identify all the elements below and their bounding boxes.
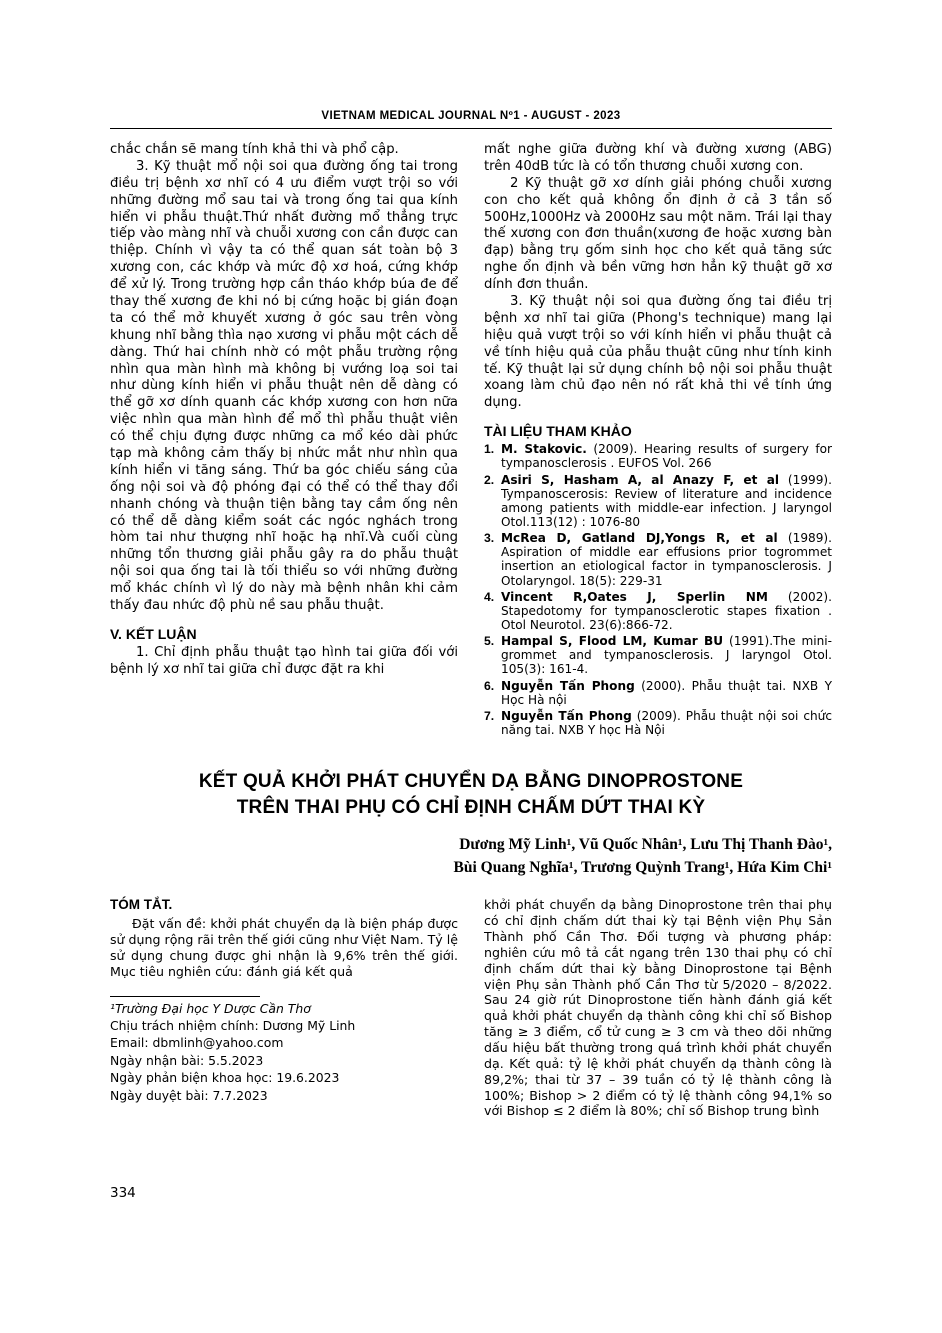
abstract-columns [110,897,832,1119]
reference-item [484,442,832,470]
reference-author: Nguyễn Tấn Phong [501,708,632,723]
reference-number: 2. [484,472,495,487]
reference-item [484,679,832,707]
footnote-accepted-date: Ngày duyệt bài: 7.7.2023 [110,1087,268,1103]
reference-number: 6. [484,678,495,693]
reference-text [501,709,832,737]
footnote-email: Email: dbmlinh@yahoo.com [110,1035,284,1051]
reference-number: 7. [484,708,495,723]
running-head: VIETNAM MEDICAL JOURNAL Nº1 - AUGUST - 2023 [110,110,832,129]
reference-text [501,634,832,676]
paragraph: 3. Kỹ thuật mổ nội soi qua đường ống tai trong điều trị bệnh xơ nhĩ có 4 ưu điểm vượt trội so với những đường mổ sau tai và trong ống tai qua kính hiển vi phẫu thuật.Thứ nhất đường mổ thẳng trực tiếp vào màng nhĩ và chuỗi xương con cần được can thiệp. Chính vì vậy ta có thể quan sát toàn bộ 3 xương con, các khớp và mức độ xơ hoá, cứng khớp để xử lý. Trong trường hợp cần tháo khớp búa đe để thay thế xương đe khi nó bị cứng hoặc bị gián đoạn ta có thể mở khuyết xương ở góc sau trên vòng khung nhĩ bằng thìa nạo xương vi phẫu một cách dễ dàng. Thứ hai chính nhờ có một phẫu trường rộng nhìn qua màn hình mà không bị vướng loạ soi tai như dùng kính hiển vi phẫu thuật nên dễ dàng có thể gỡ xơ dính quanh các khớp xương con hơn nữa việc nhìn qua màn hình để mổ thì phẫu thuật viên có thể chịu đựng được những ca mổ kéo dài phức tạp mà không cảm thấy bị nhức mắt như nhìn qua kính hiển vi tăng sáng. Thứ ba góc chiếu sáng của ống nội soi và độ phóng đại có thể có thể thay đổi nhanh chóng và thuận tiện bằng tay cầm ống nên có thể dễ dàng kiểm soát các ngóc nghách trong hòm tai như thượng nhĩ hoặc hạ nhĩ.Và cuối cùng những tổn thương giải phẫu gây ra do phẫu thuật nội soi qua ống tai là tối thiểu so với những đường mổ khác chính vì lý do này mà bệnh nhân khi cảm thấy đau nhức độ phù nề sau phẫu thuật. [110,158,458,614]
reference-detail: (1999). Tympanoscerosis: Review of literature and incidence among patients with middle-ear infection. J laryngol Otol.113(12) : 1076-80 [501,472,832,529]
paragraph: 2 Kỹ thuật gỡ xơ dính giải phóng chuỗi xương con cho kết quả không ổn định ở cả 3 tần số 500Hz,1000Hz và 2000Hz sau một năm. Trái lại thay thế xương con đơn thuần(xương đe hoặc xương bàn đạp) bằng trụ gốm sinh học cho kết quả tăng sức nghe ổn định và bền vững hơn hẳn kỹ thuật gỡ xơ dính đơn thuần. [484,175,832,293]
paragraph: chắc chắn sẽ mang tính khả thi và phổ cập. [110,142,399,157]
section-heading-conclusion: V. KẾT LUẬN [110,625,197,642]
footnote-block [110,1000,458,1104]
author-list [110,834,832,879]
reference-item [484,473,832,530]
abstract-right-column [484,897,832,1119]
paragraph: 1. Chỉ định phẫu thuật tạo hình tai giữa đối với bệnh lý xơ nhĩ tai giữa chỉ được đặt ra khi [110,644,458,677]
reference-item [484,531,832,588]
abstract-heading: TÓM TẮT. [110,897,173,913]
reference-item [484,634,832,676]
reference-text [501,442,832,470]
right-column [484,142,832,739]
article-title-line2: TRÊN THAI PHỤ CÓ CHỈ ĐỊNH CHẤM DỨT THAI KỲ [236,796,706,818]
reference-author: Vincent R,Oates J, Sperlin NM [501,589,768,604]
reference-author: Nguyễn Tấn Phong [501,678,635,693]
paragraph: 3. Kỹ thuật nội soi qua đường ống tai điều trị bệnh xơ nhĩ tai giữa (Phong's technique) mang lại hiệu quả vượt trội so với kính hiển vi phẫu thuật cả về tính hiệu quả của phẫu thuật cũng như tính kinh tế. Kỹ thuật lại sử dụng chính bộ nội soi phẫu thuật xoang làm chủ đạo nên nó rất khả thi về tính ứng dụng. [484,294,832,411]
footnote-affiliation: ¹Trường Đại học Y Dược Cần Thơ [110,1000,311,1016]
reference-number: 5. [484,634,495,649]
two-column-body [110,142,832,739]
reference-detail: (1991).The mini-grommet and tympanosclerosis. J laryngol Otol. 105(3): 161-4. [501,634,832,677]
reference-number: 4. [484,589,495,604]
reference-text [501,473,832,530]
reference-text [501,531,832,588]
abstract-left-column [110,897,458,1119]
reference-list [484,442,832,737]
reference-detail: (2002). Stapedotomy for tympanosclerotic stapes fixation . Otol Neurotol. 23(6):866-72. [501,589,832,632]
left-column [110,142,458,739]
section-heading-references: TÀI LIỆU THAM KHẢO [484,423,632,440]
reference-detail: (2009). Hearing results of surgery for tympanosclerosis . EUFOS Vol. 266 [501,442,832,471]
reference-text [501,679,832,707]
page-content [110,110,832,1119]
footnote-responsible-author: Chịu trách nhiệm chính: Dương Mỹ Linh [110,1018,356,1034]
footnote-divider [110,996,260,997]
author-line: Dương Mỹ Linh¹, Vũ Quốc Nhân¹, Lưu Thị Thanh Đào¹, [459,836,832,854]
reference-author: Asiri S, Hasham A, al Anazy F, et al [501,472,780,487]
article-title-line1: KẾT QUẢ KHỞI PHÁT CHUYỂN DẠ BẰNG DINOPROSTONE [198,771,744,793]
paragraph: mất nghe giữa đường khí và đường xương (ABG) trên 40dB tức là có tổn thương chuỗi xương con. [484,142,832,174]
page-number: 334 [110,1185,136,1201]
reference-number: 1. [484,442,495,457]
article-title [110,769,832,820]
abstract-text: Đặt vấn đề: khởi phát chuyển dạ là biện pháp được sử dụng rộng rãi trên thế giới cũng như Việt Nam. Tỷ lệ sử dụng chung được ghi nhận là 9,6% trên thế giới. Mục tiêu nghiên cứu: đánh giá kết quả [110,916,458,979]
reference-detail: (2000). Phẫu thuật tai. NXB Y Học Hà nội [501,678,832,707]
reference-text [501,590,832,632]
reference-author: McRea D, Gatland DJ,Yongs R, et al [501,531,778,546]
reference-author: M. Stakovic. [501,442,587,457]
reference-item [484,709,832,737]
footnote-review-date: Ngày phản biện khoa học: 19.6.2023 [110,1070,340,1086]
reference-item [484,590,832,632]
abstract-text: khởi phát chuyển dạ bằng Dinoprostone trên thai phụ có chỉ định chấm dứt thai kỳ tại Bệnh viện Phụ Sản Thành phố Cần Thơ. Đối tượng và phương pháp: nghiên cứu mô tả cắt ngang trên 130 thai phụ có chỉ định chấm dứt thai kỳ bằng Dinoprostone tại Bệnh viện Phụ sản Thành phố Cần Thơ từ 5/2020 – 8/2022. Sau 24 giờ rút Dinoprostone tiến hành đánh giá kết quả khởi phát chuyển dạ thành công khi chỉ số Bishop tăng ≥ 3 điểm, cổ tử cung ≥ 3 cm và theo dõi những dấu hiệu bất thường trong quá trình khởi phát chuyển dạ. Kết quả: tỷ lệ khởi phát chuyển dạ thành công là 89,2%; thai từ 37 – 39 tuần có tỷ lệ thành công là 100%; Bishop > 2 điểm có tỷ lệ thành công 94,1% so với Bishop ≤ 2 điểm là 80%; chỉ số Bishop trung bình [484,897,832,1119]
reference-author: Hampal S, Flood LM, Kumar BU [501,634,724,649]
author-line: Bùi Quang Nghĩa¹, Trương Quỳnh Trang¹, Hứa Kim Chi¹ [453,858,832,876]
reference-detail: (1989). Aspiration of middle ear effusions prior togrommet insertion an etiological factor in tympanosclerosis. J Otolaryngol. 18(5): 229-31 [501,531,832,588]
reference-detail: (2009). Phẫu thuật nội soi chức năng tai. NXB Y học Hà Nội [501,708,832,737]
footnote-received-date: Ngày nhận bài: 5.5.2023 [110,1052,264,1068]
reference-number: 3. [484,531,495,546]
